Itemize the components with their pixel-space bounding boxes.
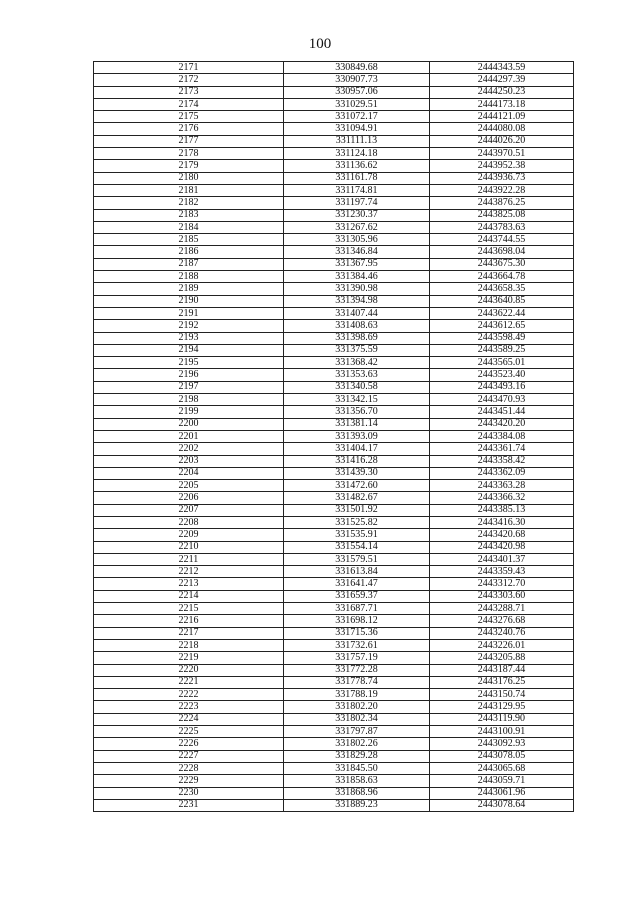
table-row: [94, 590, 574, 602]
y-coordinate-cell: 2443288.71: [430, 603, 574, 615]
table-row: [94, 246, 574, 258]
x-coordinate-cell: 331889.23: [284, 799, 430, 811]
table-row: [94, 320, 574, 332]
y-coordinate-cell: 2443922.28: [430, 184, 574, 196]
point-number-cell: 2197: [94, 381, 284, 393]
point-number-cell: 2221: [94, 676, 284, 688]
point-number-cell: 2175: [94, 111, 284, 123]
point-number-cell: 2202: [94, 443, 284, 455]
table-row: [94, 209, 574, 221]
table-row: [94, 775, 574, 787]
point-number-cell: 2190: [94, 295, 284, 307]
table-row: [94, 135, 574, 147]
point-number-cell: 2187: [94, 258, 284, 270]
table-row: [94, 184, 574, 196]
x-coordinate-cell: 331868.96: [284, 787, 430, 799]
table-row: [94, 738, 574, 750]
x-coordinate-cell: 331094.91: [284, 123, 430, 135]
x-coordinate-cell: 331535.91: [284, 529, 430, 541]
table-row: [94, 369, 574, 381]
table-row: [94, 615, 574, 627]
point-number-cell: 2227: [94, 750, 284, 762]
table-row: [94, 713, 574, 725]
x-coordinate-cell: 331472.60: [284, 480, 430, 492]
table-row: [94, 676, 574, 688]
y-coordinate-cell: 2443061.96: [430, 787, 574, 799]
table-row: [94, 258, 574, 270]
x-coordinate-cell: 331802.20: [284, 701, 430, 713]
y-coordinate-cell: 2443952.38: [430, 160, 574, 172]
point-number-cell: 2203: [94, 455, 284, 467]
point-number-cell: 2215: [94, 603, 284, 615]
table-row: [94, 455, 574, 467]
point-number-cell: 2209: [94, 529, 284, 541]
y-coordinate-cell: 2443366.32: [430, 492, 574, 504]
point-number-cell: 2195: [94, 357, 284, 369]
y-coordinate-cell: 2443092.93: [430, 738, 574, 750]
table-row: [94, 799, 574, 811]
x-coordinate-cell: 331788.19: [284, 689, 430, 701]
y-coordinate-cell: 2444121.09: [430, 111, 574, 123]
y-coordinate-cell: 2443385.13: [430, 504, 574, 516]
point-number-cell: 2219: [94, 652, 284, 664]
table-row: [94, 541, 574, 553]
y-coordinate-cell: 2443744.55: [430, 234, 574, 246]
point-number-cell: 2185: [94, 234, 284, 246]
table-row: [94, 148, 574, 160]
point-number-cell: 2230: [94, 787, 284, 799]
y-coordinate-cell: 2443523.40: [430, 369, 574, 381]
y-coordinate-cell: 2443589.25: [430, 344, 574, 356]
y-coordinate-cell: 2443119.90: [430, 713, 574, 725]
table-row: [94, 664, 574, 676]
point-number-cell: 2220: [94, 664, 284, 676]
x-coordinate-cell: 331407.44: [284, 307, 430, 319]
y-coordinate-cell: 2443416.30: [430, 516, 574, 528]
point-number-cell: 2214: [94, 590, 284, 602]
point-number-cell: 2223: [94, 701, 284, 713]
y-coordinate-cell: 2443658.35: [430, 283, 574, 295]
point-number-cell: 2193: [94, 332, 284, 344]
x-coordinate-cell: 331715.36: [284, 627, 430, 639]
y-coordinate-cell: 2443065.68: [430, 762, 574, 774]
x-coordinate-cell: 331197.74: [284, 197, 430, 209]
y-coordinate-cell: 2443176.25: [430, 676, 574, 688]
x-coordinate-cell: 331111.13: [284, 135, 430, 147]
y-coordinate-cell: 2443451.44: [430, 406, 574, 418]
y-coordinate-cell: 2443205.88: [430, 652, 574, 664]
y-coordinate-cell: 2443598.49: [430, 332, 574, 344]
y-coordinate-cell: 2443640.85: [430, 295, 574, 307]
x-coordinate-cell: 331416.28: [284, 455, 430, 467]
x-coordinate-cell: 331732.61: [284, 639, 430, 651]
table-row: [94, 221, 574, 233]
x-coordinate-cell: 331367.95: [284, 258, 430, 270]
point-number-cell: 2222: [94, 689, 284, 701]
table-row: [94, 750, 574, 762]
table-row: [94, 652, 574, 664]
table-row: [94, 529, 574, 541]
y-coordinate-cell: 2444250.23: [430, 86, 574, 98]
y-coordinate-cell: 2443420.20: [430, 418, 574, 430]
table-row: [94, 344, 574, 356]
table-row: [94, 578, 574, 590]
table-row: [94, 98, 574, 110]
point-number-cell: 2229: [94, 775, 284, 787]
x-coordinate-cell: 331845.50: [284, 762, 430, 774]
y-coordinate-cell: 2443675.30: [430, 258, 574, 270]
table-row: [94, 553, 574, 565]
y-coordinate-cell: 2443359.43: [430, 566, 574, 578]
point-number-cell: 2208: [94, 516, 284, 528]
y-coordinate-cell: 2443078.64: [430, 799, 574, 811]
table-row: [94, 172, 574, 184]
x-coordinate-cell: 331305.96: [284, 234, 430, 246]
y-coordinate-cell: 2443129.95: [430, 701, 574, 713]
x-coordinate-cell: 331404.17: [284, 443, 430, 455]
table-row: [94, 504, 574, 516]
table-row: [94, 62, 574, 74]
x-coordinate-cell: 331802.34: [284, 713, 430, 725]
x-coordinate-cell: 331394.98: [284, 295, 430, 307]
table-row: [94, 332, 574, 344]
x-coordinate-cell: 331230.37: [284, 209, 430, 221]
x-coordinate-cell: 331439.30: [284, 467, 430, 479]
y-coordinate-cell: 2443401.37: [430, 553, 574, 565]
x-coordinate-cell: 331554.14: [284, 541, 430, 553]
point-number-cell: 2171: [94, 62, 284, 74]
point-number-cell: 2199: [94, 406, 284, 418]
table-row: [94, 295, 574, 307]
x-coordinate-cell: 331698.12: [284, 615, 430, 627]
x-coordinate-cell: 331482.67: [284, 492, 430, 504]
point-number-cell: 2182: [94, 197, 284, 209]
point-number-cell: 2206: [94, 492, 284, 504]
y-coordinate-cell: 2443100.91: [430, 726, 574, 738]
table-row: [94, 492, 574, 504]
table-row: [94, 271, 574, 283]
y-coordinate-cell: 2443187.44: [430, 664, 574, 676]
point-number-cell: 2217: [94, 627, 284, 639]
y-coordinate-cell: 2443240.76: [430, 627, 574, 639]
point-number-cell: 2180: [94, 172, 284, 184]
x-coordinate-cell: 331375.59: [284, 344, 430, 356]
x-coordinate-cell: 331501.92: [284, 504, 430, 516]
table-row: [94, 381, 574, 393]
table-row: [94, 701, 574, 713]
y-coordinate-cell: 2443276.68: [430, 615, 574, 627]
y-coordinate-cell: 2444343.59: [430, 62, 574, 74]
point-number-cell: 2231: [94, 799, 284, 811]
point-number-cell: 2226: [94, 738, 284, 750]
y-coordinate-cell: 2443363.28: [430, 480, 574, 492]
x-coordinate-cell: 331641.47: [284, 578, 430, 590]
point-number-cell: 2183: [94, 209, 284, 221]
table-row: [94, 627, 574, 639]
coordinates-table-body: [94, 62, 574, 812]
point-number-cell: 2216: [94, 615, 284, 627]
point-number-cell: 2192: [94, 320, 284, 332]
point-number-cell: 2189: [94, 283, 284, 295]
y-coordinate-cell: 2443362.09: [430, 467, 574, 479]
point-number-cell: 2211: [94, 553, 284, 565]
x-coordinate-cell: 331687.71: [284, 603, 430, 615]
table-row: [94, 307, 574, 319]
x-coordinate-cell: 331772.28: [284, 664, 430, 676]
table-row: [94, 406, 574, 418]
point-number-cell: 2172: [94, 74, 284, 86]
x-coordinate-cell: 331124.18: [284, 148, 430, 160]
point-number-cell: 2174: [94, 98, 284, 110]
x-coordinate-cell: 331858.63: [284, 775, 430, 787]
y-coordinate-cell: 2443384.08: [430, 430, 574, 442]
x-coordinate-cell: 331613.84: [284, 566, 430, 578]
point-number-cell: 2184: [94, 221, 284, 233]
point-number-cell: 2178: [94, 148, 284, 160]
point-number-cell: 2218: [94, 639, 284, 651]
point-number-cell: 2228: [94, 762, 284, 774]
y-coordinate-cell: 2443150.74: [430, 689, 574, 701]
x-coordinate-cell: 331829.28: [284, 750, 430, 762]
point-number-cell: 2173: [94, 86, 284, 98]
x-coordinate-cell: 331174.81: [284, 184, 430, 196]
table-row: [94, 689, 574, 701]
point-number-cell: 2204: [94, 467, 284, 479]
x-coordinate-cell: 331659.37: [284, 590, 430, 602]
x-coordinate-cell: 331384.46: [284, 271, 430, 283]
table-row: [94, 357, 574, 369]
x-coordinate-cell: 331757.19: [284, 652, 430, 664]
point-number-cell: 2200: [94, 418, 284, 430]
x-coordinate-cell: 331579.51: [284, 553, 430, 565]
table-row: [94, 197, 574, 209]
point-number-cell: 2196: [94, 369, 284, 381]
table-row: [94, 74, 574, 86]
table-row: [94, 467, 574, 479]
table-row: [94, 762, 574, 774]
table-row: [94, 787, 574, 799]
point-number-cell: 2210: [94, 541, 284, 553]
table-row: [94, 480, 574, 492]
point-number-cell: 2212: [94, 566, 284, 578]
point-number-cell: 2176: [94, 123, 284, 135]
y-coordinate-cell: 2443825.08: [430, 209, 574, 221]
point-number-cell: 2188: [94, 271, 284, 283]
point-number-cell: 2205: [94, 480, 284, 492]
point-number-cell: 2201: [94, 430, 284, 442]
point-number-cell: 2224: [94, 713, 284, 725]
table-row: [94, 566, 574, 578]
y-coordinate-cell: 2443698.04: [430, 246, 574, 258]
table-row: [94, 283, 574, 295]
y-coordinate-cell: 2444297.39: [430, 74, 574, 86]
x-coordinate-cell: 330957.06: [284, 86, 430, 98]
y-coordinate-cell: 2443420.98: [430, 541, 574, 553]
point-number-cell: 2181: [94, 184, 284, 196]
point-number-cell: 2225: [94, 726, 284, 738]
x-coordinate-cell: 331340.58: [284, 381, 430, 393]
table-row: [94, 394, 574, 406]
x-coordinate-cell: 331778.74: [284, 676, 430, 688]
x-coordinate-cell: 331398.69: [284, 332, 430, 344]
y-coordinate-cell: 2443664.78: [430, 271, 574, 283]
y-coordinate-cell: 2443059.71: [430, 775, 574, 787]
x-coordinate-cell: 331390.98: [284, 283, 430, 295]
x-coordinate-cell: 331346.84: [284, 246, 430, 258]
table-row: [94, 726, 574, 738]
y-coordinate-cell: 2444173.18: [430, 98, 574, 110]
y-coordinate-cell: 2443078.05: [430, 750, 574, 762]
y-coordinate-cell: 2443470.93: [430, 394, 574, 406]
y-coordinate-cell: 2443970.51: [430, 148, 574, 160]
table-row: [94, 234, 574, 246]
point-number-cell: 2207: [94, 504, 284, 516]
x-coordinate-cell: 331342.15: [284, 394, 430, 406]
point-number-cell: 2213: [94, 578, 284, 590]
x-coordinate-cell: 331267.62: [284, 221, 430, 233]
x-coordinate-cell: 331353.63: [284, 369, 430, 381]
point-number-cell: 2191: [94, 307, 284, 319]
table-row: [94, 160, 574, 172]
table-row: [94, 516, 574, 528]
y-coordinate-cell: 2444026.20: [430, 135, 574, 147]
point-number-cell: 2194: [94, 344, 284, 356]
y-coordinate-cell: 2444080.08: [430, 123, 574, 135]
y-coordinate-cell: 2443226.01: [430, 639, 574, 651]
x-coordinate-cell: 331525.82: [284, 516, 430, 528]
y-coordinate-cell: 2443612.65: [430, 320, 574, 332]
x-coordinate-cell: 331393.09: [284, 430, 430, 442]
coordinates-table: [93, 61, 574, 812]
page-number: 100: [308, 36, 332, 52]
y-coordinate-cell: 2443622.44: [430, 307, 574, 319]
point-number-cell: 2177: [94, 135, 284, 147]
x-coordinate-cell: 331029.51: [284, 98, 430, 110]
point-number-cell: 2198: [94, 394, 284, 406]
x-coordinate-cell: 331408.63: [284, 320, 430, 332]
y-coordinate-cell: 2443358.42: [430, 455, 574, 467]
table-row: [94, 86, 574, 98]
x-coordinate-cell: 331368.42: [284, 357, 430, 369]
point-number-cell: 2179: [94, 160, 284, 172]
y-coordinate-cell: 2443361.74: [430, 443, 574, 455]
x-coordinate-cell: 331072.17: [284, 111, 430, 123]
y-coordinate-cell: 2443303.60: [430, 590, 574, 602]
table-row: [94, 443, 574, 455]
coordinates-table-container: [93, 61, 570, 812]
table-row: [94, 111, 574, 123]
y-coordinate-cell: 2443936.73: [430, 172, 574, 184]
table-row: [94, 430, 574, 442]
x-coordinate-cell: 331381.14: [284, 418, 430, 430]
y-coordinate-cell: 2443420.68: [430, 529, 574, 541]
table-row: [94, 418, 574, 430]
x-coordinate-cell: 330907.73: [284, 74, 430, 86]
x-coordinate-cell: 331161.78: [284, 172, 430, 184]
y-coordinate-cell: 2443876.25: [430, 197, 574, 209]
x-coordinate-cell: 330849.68: [284, 62, 430, 74]
x-coordinate-cell: 331797.87: [284, 726, 430, 738]
table-row: [94, 639, 574, 651]
table-row: [94, 123, 574, 135]
point-number-cell: 2186: [94, 246, 284, 258]
y-coordinate-cell: 2443493.16: [430, 381, 574, 393]
x-coordinate-cell: 331356.70: [284, 406, 430, 418]
x-coordinate-cell: 331802.26: [284, 738, 430, 750]
y-coordinate-cell: 2443565.01: [430, 357, 574, 369]
y-coordinate-cell: 2443312.70: [430, 578, 574, 590]
table-row: [94, 603, 574, 615]
y-coordinate-cell: 2443783.63: [430, 221, 574, 233]
x-coordinate-cell: 331136.62: [284, 160, 430, 172]
